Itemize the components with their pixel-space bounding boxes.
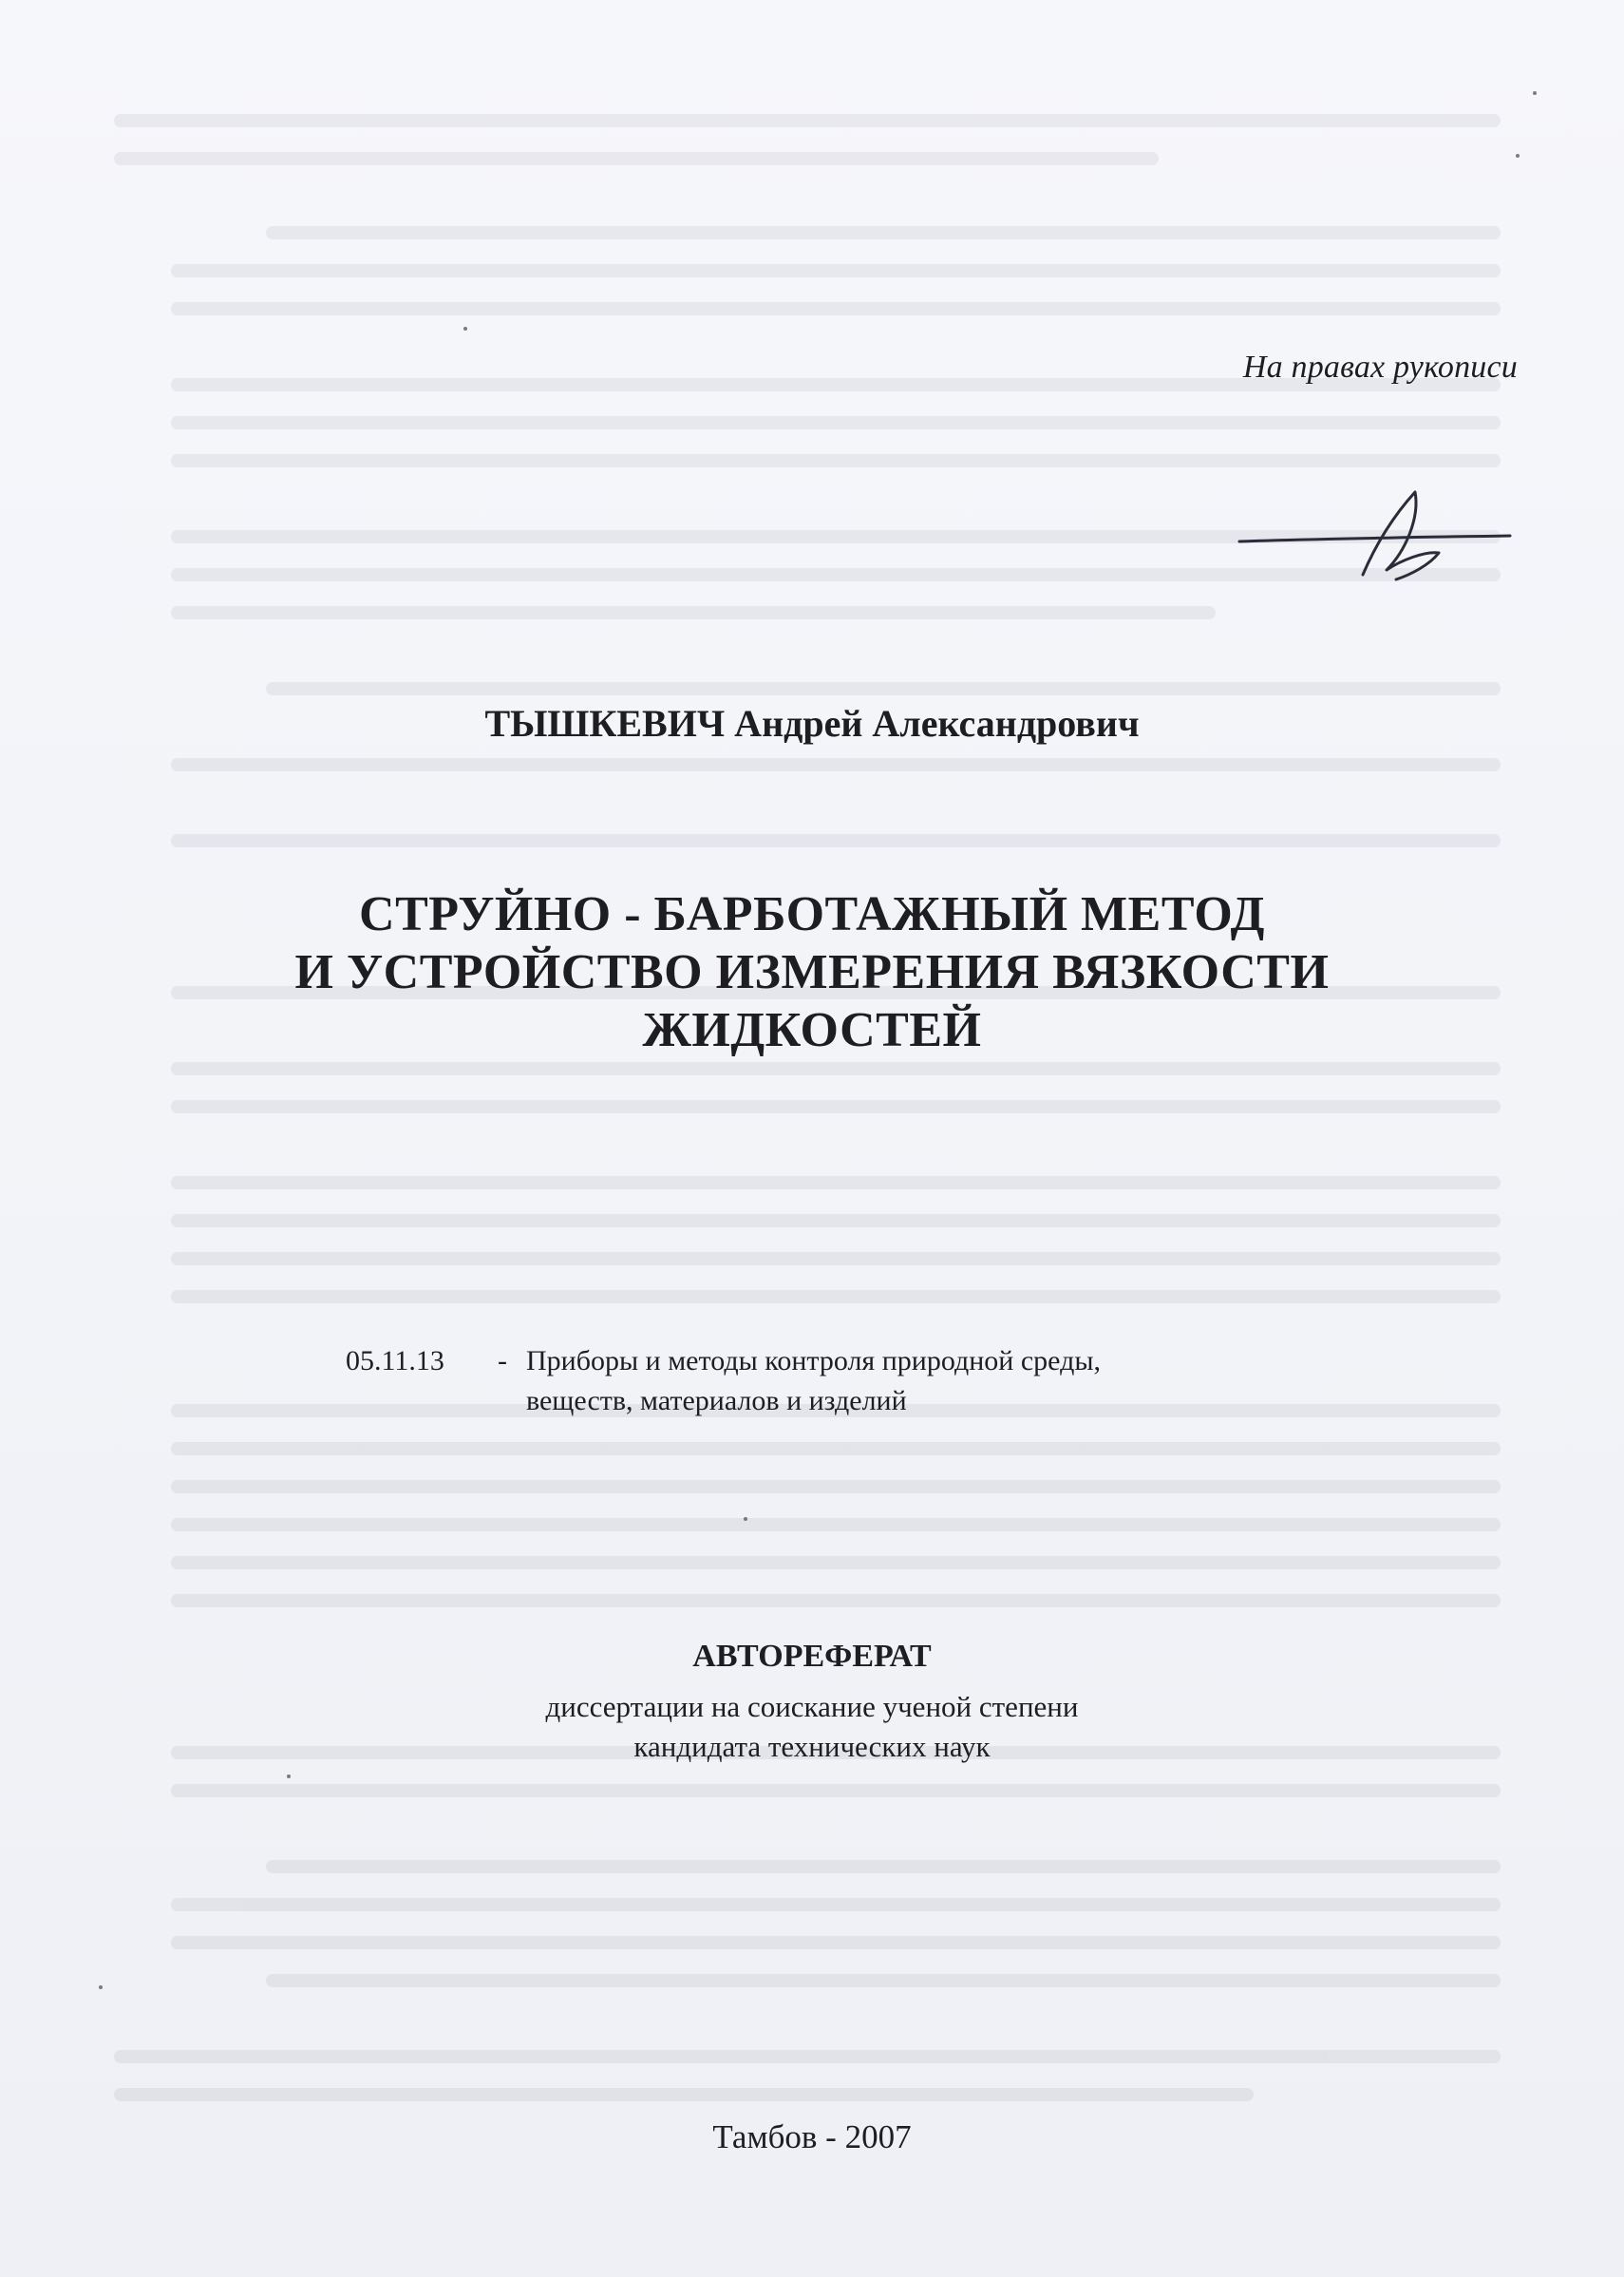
specialty-name-line-2: веществ, материалов и изделий <box>526 1385 907 1416</box>
specialty-separator: - <box>498 1345 507 1376</box>
specialty-name-line-1: Приборы и методы контроля природной среды, <box>526 1345 1101 1376</box>
author-name: ТЫШКЕВИЧ Андрей Александрович <box>484 702 1140 745</box>
rights-reserved-note: На правах рукописи <box>1242 350 1518 385</box>
dissertation-title <box>0 885 1624 1059</box>
title-line-1: СТРУЙНО - БАРБОТАЖНЫЙ МЕТОД <box>359 887 1265 941</box>
scan-speck <box>1533 91 1537 95</box>
place-and-year: Тамбов - 2007 <box>712 2118 912 2155</box>
scan-speck <box>287 1774 291 1778</box>
scan-speck <box>744 1517 747 1521</box>
abstract-heading: АВТОРЕФЕРАТ <box>692 1639 932 1674</box>
title-line-3: ЖИДКОСТЕЙ <box>642 1003 982 1057</box>
abstract-description <box>0 1687 1624 1767</box>
scan-speck <box>99 1985 103 1989</box>
abstract-line-1: диссертации на соискание ученой степени <box>545 1690 1079 1723</box>
scan-speck <box>463 327 467 331</box>
signature-icon <box>1235 484 1520 589</box>
specialty-code: 05.11.13 <box>346 1345 444 1376</box>
specialty-block <box>346 1341 1101 1421</box>
title-line-2: И УСТРОЙСТВО ИЗМЕРЕНИЯ ВЯЗКОСТИ <box>294 945 1330 999</box>
specialty-line-1 <box>346 1341 1101 1381</box>
abstract-line-2: кандидата технических наук <box>633 1730 991 1763</box>
scan-speck <box>1516 154 1520 158</box>
